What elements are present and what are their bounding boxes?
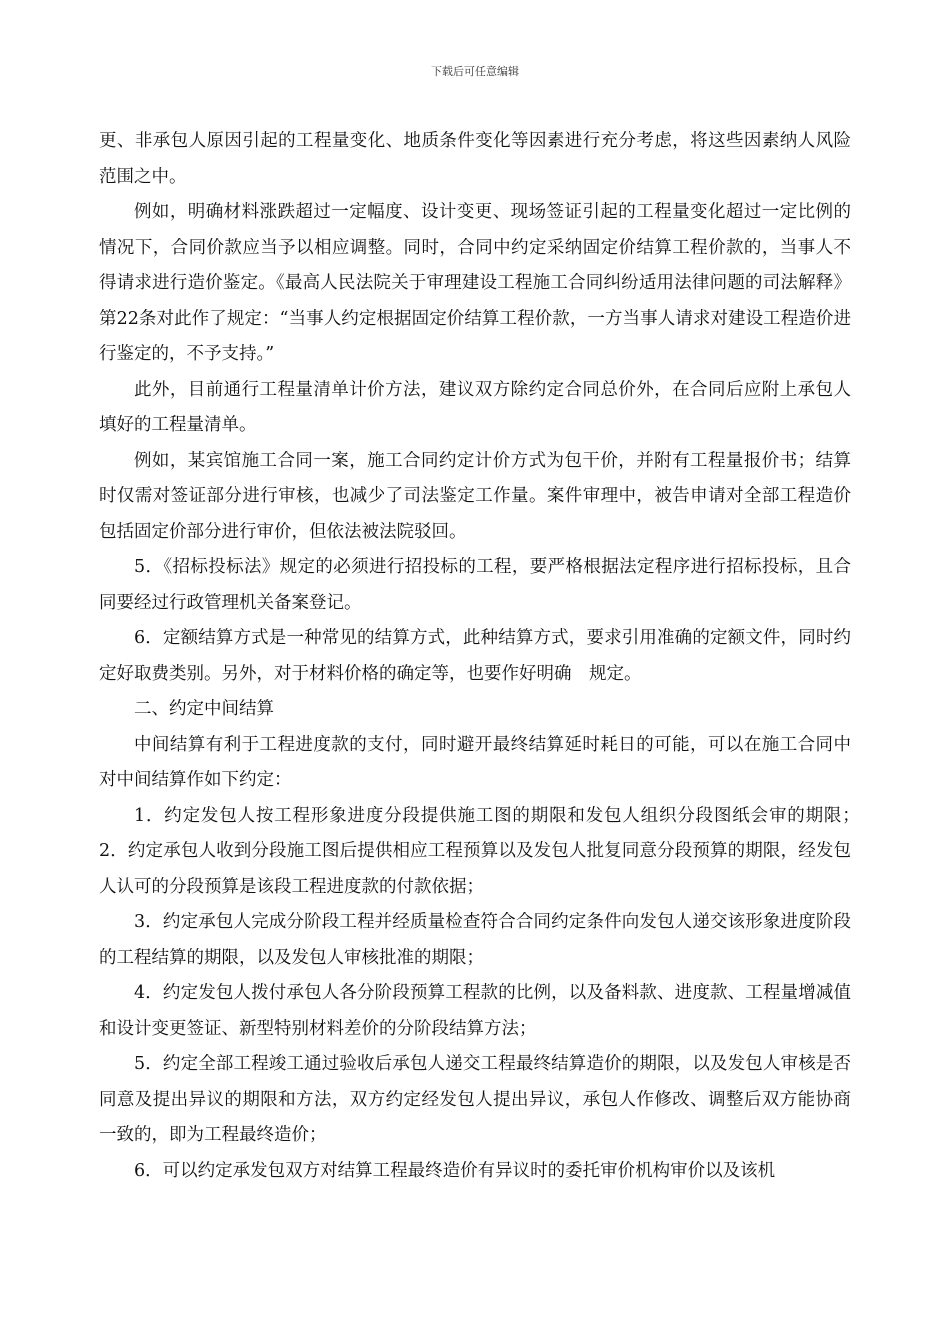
paragraph-4: 例如，某宾馆施工合同一案，施工合同约定计价方式为包干价，并附有工程量报价书；结算时仅需对签证部分进行审核，也减少了司法鉴定工作量。案件审理中，被告申请对全部工程造价包括固定价部分进行审价，但依法被法院驳回。	[99, 450, 851, 542]
page-header: 下载后可任意编辑	[431, 65, 519, 78]
paragraph-6: 6．定额结算方式是一种常见的结算方式，此种结算方式，要求引用准确的定额文件，同时约定好取费类别。另外，对于材料价格的确定等，也要作好明确 规定。	[99, 628, 851, 684]
paragraph-8: 中间结算有利于工程进度款的支付，同时避开最终结算延时耗日的可能，可以在施工合同中对中间结算作如下约定：	[99, 734, 851, 790]
section-heading: 二、约定中间结算	[134, 699, 274, 719]
list-item-1-2: 1．约定发包人按工程形象进度分段提供施工图的期限和发包人组织分段图纸会审的期限； 2．约定承包人收到分段施工图后提供相应工程预算以及发包人批复同意分段预算的期限，经发包人认可的分段预算是该段工程进度款的付款依据；	[99, 805, 869, 897]
list-item-4: 4．约定发包人拨付承包人各分阶段预算工程款的比例，以及备料款、进度款、工程量增减值和设计变更签证、新型特别材料差价的分阶段结算方法；	[99, 983, 851, 1039]
paragraph-3: 此外，目前通行工程量清单计价方法，建议双方除约定合同总价外，在合同后应附上承包人填好的工程量清单。	[99, 379, 851, 435]
list-item-6: 6．可以约定承发包双方对结算工程最终造价有异议时的委托审价机构审价以及该机	[134, 1160, 776, 1181]
list-item-5: 5．约定全部工程竣工通过验收后承包人递交工程最终结算造价的期限，以及发包人审核是否同意及提出异议的期限和方法，双方约定经发包人提出异议，承包人作修改、调整后双方能协商一致的，即为工程最终造价；	[99, 1054, 851, 1145]
document-body	[99, 124, 869, 1189]
paragraph-5: 5．《招标投标法》规定的必须进行招投标的工程，要严格根据法定程序进行招标投标，且合同要经过行政管理机关备案登记。	[99, 557, 851, 613]
list-item-3: 3．约定承包人完成分阶段工程并经质量检查符合合同约定条件向发包人递交该形象进度阶段的工程结算的期限，以及发包人审核批准的期限；	[99, 912, 851, 968]
paragraph-2: 例如，明确材料涨跌超过一定幅度、设计变更、现场签证引起的工程量变化超过一定比例的情况下，合同价款应当予以相应调整。同时，合同中约定采纳固定价结算工程价款的，当事人不得请求进行造价鉴定。《最高人民法院关于审理建设工程施工合同纠纷适用法律问题的司法解释》第22条对此作了规定：“当事人约定根据固定价结算工程价款，一方当事人请求对建设工程造价进行鉴定的，不予支持。”	[99, 202, 851, 364]
paragraph-1: 更、非承包人原因引起的工程量变化、地质条件变化等因素进行充分考虑，将这些因素纳人风险范围之中。	[99, 131, 851, 187]
